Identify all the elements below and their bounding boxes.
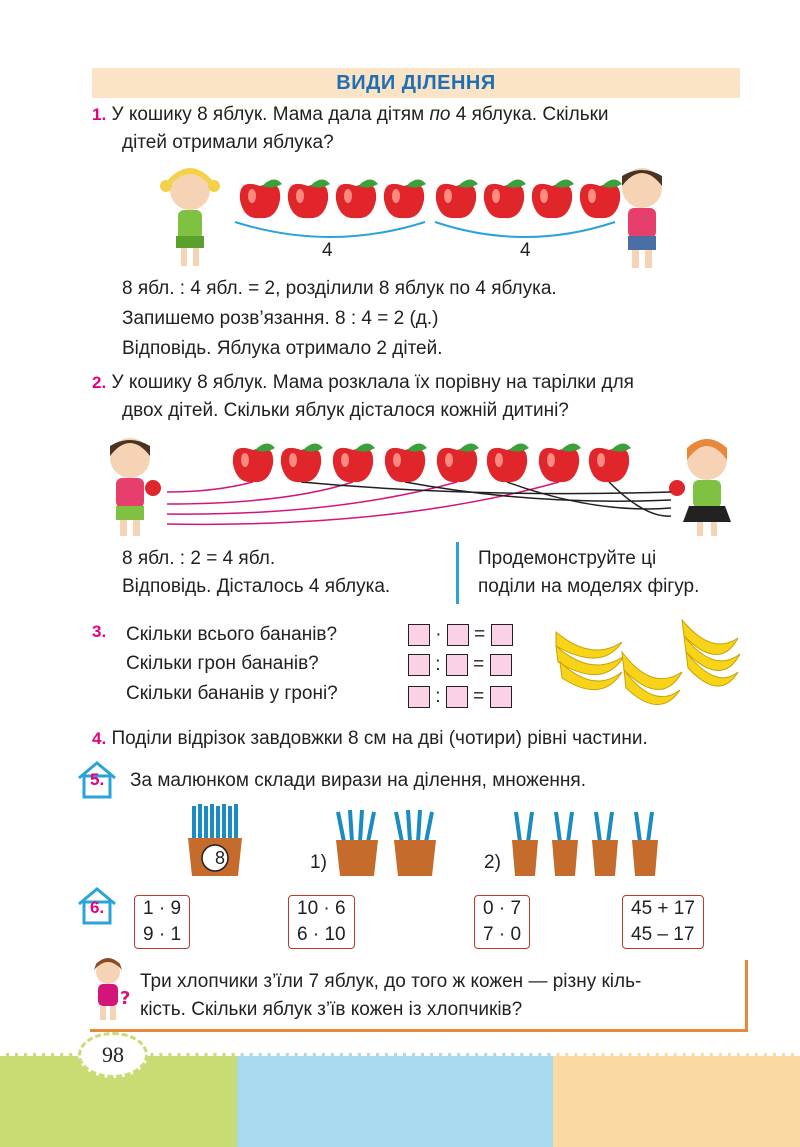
task1-answer: Відповідь. Яблука отримало 2 дітей. <box>122 338 443 359</box>
apple-icon <box>233 443 275 482</box>
expression-group-4 <box>622 895 704 949</box>
answer-box[interactable] <box>446 654 468 676</box>
distribution-arrows <box>167 482 671 524</box>
boy-left-icon <box>110 438 161 536</box>
answer-box[interactable] <box>446 686 468 708</box>
title-bar <box>92 68 740 98</box>
task3-question-2: Скільки грон бананів? <box>126 653 319 674</box>
expression: 0 · 7 <box>483 898 522 919</box>
task5-number: 5. <box>90 770 105 789</box>
expression-group-1 <box>134 895 190 949</box>
footer-orange <box>553 1053 800 1147</box>
apple-icon <box>436 179 478 218</box>
apple-icon <box>484 179 526 218</box>
equals-sign: = <box>473 686 485 707</box>
apple-icon <box>580 179 622 218</box>
task2-note-2: поділи на моделях фігур. <box>478 576 700 597</box>
task1-line2: дітей отримали яблука? <box>122 132 334 153</box>
apple-icon <box>288 179 330 218</box>
puzzle-line-1: Три хлопчики з’їли 7 яблук, до того ж кожен — різну кіль- <box>140 971 642 992</box>
thinking-girl-icon <box>88 956 132 1028</box>
footer-blue <box>237 1053 553 1147</box>
divider-line <box>456 542 459 604</box>
expression-group-3 <box>474 895 530 949</box>
answer-box[interactable] <box>408 654 430 676</box>
apple-icon <box>532 179 574 218</box>
operator: : <box>435 686 441 707</box>
task1-solution-2: Запишемо розв’язання. 8 : 4 = 2 (д.) <box>122 308 439 329</box>
apple-icon <box>281 443 323 482</box>
task1-illustration <box>150 160 680 280</box>
task2-number: 2. <box>92 373 107 392</box>
task2-line2: двох дітей. Скільки яблук дісталося кожній дитині? <box>122 400 569 421</box>
task5-label-1: 1) <box>310 852 327 873</box>
apple-icon <box>437 443 479 482</box>
task2-solution: 8 ябл. : 2 = 4 ябл. <box>122 548 276 569</box>
answer-box[interactable] <box>408 686 430 708</box>
task1-text-italic: по <box>429 104 451 125</box>
answer-box[interactable] <box>447 624 469 646</box>
apple-icon <box>385 443 427 482</box>
apple-icon <box>336 179 378 218</box>
expression: 10 · 6 <box>297 898 346 919</box>
expression: 45 + 17 <box>631 898 695 919</box>
boy-right-icon <box>622 168 662 268</box>
answer-box[interactable] <box>408 624 430 646</box>
apple-icon <box>487 443 529 482</box>
task5-label-2: 2) <box>484 852 501 873</box>
equals-sign: = <box>473 654 485 675</box>
task3-equation-1 <box>408 622 513 648</box>
task1-text-a: У кошику 8 яблук. Мама дала дітям <box>111 104 425 125</box>
task2-answer: Відповідь. Дісталось 4 яблука. <box>122 576 391 597</box>
task1-number: 1. <box>92 105 107 124</box>
apple-icon <box>589 443 631 482</box>
puzzle-line-2: кість. Скільки яблук з’їв кожен із хлопчиків? <box>140 999 523 1020</box>
apple-icon <box>539 443 581 482</box>
task4-number: 4. <box>92 729 107 748</box>
apple-icon <box>333 443 375 482</box>
answer-box[interactable] <box>490 654 512 676</box>
task4-line <box>92 726 648 752</box>
task2-note-1: Продемонструйте ці <box>478 548 657 569</box>
answer-box[interactable] <box>491 624 513 646</box>
task2-line1 <box>92 370 634 396</box>
expression: 7 · 0 <box>483 924 522 945</box>
cup-number: 8 <box>214 848 225 868</box>
group-label-2: 4 <box>520 240 531 261</box>
answer-box[interactable] <box>490 686 512 708</box>
girl-left-icon <box>160 168 220 266</box>
task4-text: Поділи відрізок завдовжки 8 см на дві (чотири) рівні частини. <box>111 728 648 749</box>
girl-right-icon <box>669 439 731 536</box>
pencil-cups-group-1 <box>336 810 436 876</box>
bananas-icon <box>552 612 742 722</box>
task3-question-1: Скільки всього бананів? <box>126 624 338 645</box>
expression: 6 · 10 <box>297 924 346 945</box>
task3-question-3: Скільки бананів у гроні? <box>126 683 338 704</box>
task5-text: За малюнком склади вирази на ділення, множення. <box>130 770 586 791</box>
apple-icon <box>240 179 282 218</box>
expression: 9 · 1 <box>143 924 182 945</box>
operator: : <box>435 654 441 675</box>
task1-solution-1: 8 ябл. : 4 ябл. = 2, розділили 8 яблук по 4 яблука. <box>122 278 557 299</box>
operator: · <box>435 624 442 645</box>
task3-equation-2 <box>408 652 512 678</box>
task3-equation-3 <box>408 684 512 710</box>
equals-sign: = <box>474 624 486 645</box>
apple-icon <box>384 179 426 218</box>
pencil-cups-illustration <box>180 800 680 885</box>
page-title: ВИДИ ДІЛЕННЯ <box>336 72 496 94</box>
expression-group-2 <box>288 895 355 949</box>
task2-text: У кошику 8 яблук. Мама розклала їх порівну на тарілки для <box>111 372 634 393</box>
apples-row <box>240 179 622 218</box>
expression: 45 – 17 <box>631 924 695 945</box>
pencil-cups-group-2 <box>512 812 658 876</box>
svg-text:?: ? <box>120 988 131 1009</box>
task6-number: 6. <box>90 898 105 917</box>
group-label-1: 4 <box>322 240 333 261</box>
task2-illustration <box>95 430 755 540</box>
task3-number: 3. <box>92 622 107 641</box>
page-number: 98 <box>78 1032 148 1078</box>
expression: 1 · 9 <box>143 898 182 919</box>
task1-text-b: 4 яблука. Скільки <box>455 104 609 125</box>
task1-line1 <box>92 102 609 128</box>
